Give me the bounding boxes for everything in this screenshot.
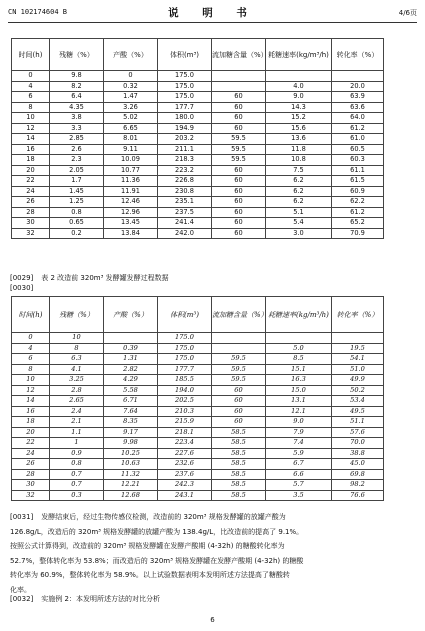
paragraph-tag: [0029] [10,274,34,282]
table-cell: 32 [12,490,50,501]
table-cell: 2.65 [50,396,104,407]
table-cell: 0.65 [50,218,104,229]
table-cell: 51.0 [332,364,384,375]
table-cell: 5.58 [104,385,158,396]
document-title: 说 明 书 [168,7,257,19]
table-cell: 11.91 [104,186,158,197]
table-cell: 32 [12,228,50,239]
column-header: 流加糖含量（%） [212,39,266,71]
table-cell: 6 [12,92,50,103]
table-cell: 2.8 [50,385,104,396]
column-header: 转化率（%） [332,39,384,71]
table-row [12,364,384,375]
table-cell: 185.5 [158,375,212,386]
table-cell: 5.4 [266,218,332,229]
paragraph-line: 化率。 [10,585,31,594]
table-cell: 232.6 [158,459,212,470]
table-cell [332,71,384,82]
table-cell: 0.8 [50,207,104,218]
table-cell: 45.0 [332,459,384,470]
table-cell: 9.8 [50,71,104,82]
table-cell: 175.0 [158,81,212,92]
table-cell: 6.6 [266,469,332,480]
table-row [12,333,384,344]
table-row [12,218,384,229]
table-cell: 4.1 [50,364,104,375]
table-cell: 60 [212,396,266,407]
table-cell: 18 [12,155,50,166]
table-cell: 0.39 [104,343,158,354]
table-cell: 5.9 [266,448,332,459]
table-cell: 57.6 [332,427,384,438]
table-cell: 24 [12,448,50,459]
table-cell: 16 [12,406,50,417]
paragraph-0029 [10,273,169,283]
table-cell: 6 [12,354,50,365]
table-cell: 60 [212,207,266,218]
table-cell: 5.1 [266,207,332,218]
table-cell: 19.5 [332,343,384,354]
column-header: 耗糖速率(kg/m³/h) [266,297,332,333]
table-cell: 0 [104,71,158,82]
table-cell: 4 [12,81,50,92]
table-cell: 13.45 [104,218,158,229]
table-cell: 10.09 [104,155,158,166]
column-header: 时间(h) [12,39,50,71]
table-cell: 63.6 [332,102,384,113]
table-cell: 59.5 [212,364,266,375]
table-cell: 4.29 [104,375,158,386]
table-cell: 11.32 [104,469,158,480]
column-header: 产酸（%） [104,39,158,71]
table-cell: 61.0 [332,134,384,145]
table-cell: 0.9 [50,448,104,459]
table-cell: 15.2 [266,113,332,124]
table-cell: 12 [12,123,50,134]
table-cell: 64.0 [332,113,384,124]
table-cell: 8.5 [266,354,332,365]
table-cell: 28 [12,469,50,480]
table-cell: 4 [12,343,50,354]
table-cell: 237.6 [158,469,212,480]
table-cell: 58.5 [212,480,266,491]
table-cell: 12.68 [104,490,158,501]
table-cell: 15.0 [266,385,332,396]
table-cell: 14 [12,396,50,407]
table-cell [266,71,332,82]
table-cell: 61.5 [332,176,384,187]
table-cell: 2.6 [50,144,104,155]
table-cell: 20 [12,165,50,176]
table-cell [212,81,266,92]
paragraph-line: 126.8g/L，改造后的 320m³ 规格发酵罐的放罐产酸为 138.4g/L，比改造前的提高了 9.1%。 [10,527,304,536]
table-row [12,480,384,491]
table-cell: 61.2 [332,123,384,134]
table-cell: 3.0 [266,228,332,239]
paragraph-line: [0031] 发酵结束后，经过生物传感仪检测，改造前的 320m³ 规格发酵罐的放罐产酸为 [10,513,286,521]
table-cell: 11.36 [104,176,158,187]
table-cell: 223.4 [158,438,212,449]
table-cell: 2.3 [50,155,104,166]
table-cell: 0.3 [50,490,104,501]
table-cell: 7.64 [104,406,158,417]
table-cell: 1.45 [50,186,104,197]
table-cell: 0.32 [104,81,158,92]
table-cell: 12.21 [104,480,158,491]
table-cell: 1.47 [104,92,158,103]
table-row [12,396,384,407]
table-cell: 5.7 [266,480,332,491]
table-cell: 59.5 [212,354,266,365]
table-row [12,228,384,239]
table-cell: 7.4 [266,438,332,449]
table-cell: 175.0 [158,92,212,103]
table-row [12,144,384,155]
column-header: 流加糖含量（%） [212,297,266,333]
table-cell: 15.6 [266,123,332,134]
table-cell: 49.9 [332,375,384,386]
table-cell: 0.7 [50,480,104,491]
table-cell: 13.84 [104,228,158,239]
table-cell: 60 [212,102,266,113]
table-row [12,123,384,134]
table-cell: 215.9 [158,417,212,428]
table-cell: 194.9 [158,123,212,134]
table-cell: 10.25 [104,448,158,459]
table-row [12,385,384,396]
table-cell: 8.35 [104,417,158,428]
table-cell: 60 [212,92,266,103]
table-cell: 2.85 [50,134,104,145]
table-cell: 10 [12,375,50,386]
table-cell: 10 [12,113,50,124]
table-cell [212,71,266,82]
table-cell: 218.3 [158,155,212,166]
table-cell: 9.11 [104,144,158,155]
table-row [12,113,384,124]
table-cell: 175.0 [158,343,212,354]
table-cell: 4.35 [50,102,104,113]
table-cell: 58.5 [212,490,266,501]
table-cell: 60 [212,186,266,197]
table-cell: 203.2 [158,134,212,145]
table-cell: 59.5 [212,134,266,145]
table-cell: 50.2 [332,385,384,396]
table-cell: 242.3 [158,480,212,491]
table-cell: 3.8 [50,113,104,124]
table-cell: 59.5 [212,375,266,386]
table-row [12,71,384,82]
table-cell: 243.1 [158,490,212,501]
table-cell: 59.5 [212,155,266,166]
paragraph-tag: [0031] [10,513,34,521]
column-header: 转化率（%） [332,297,384,333]
column-header: 耗糖速率(kg/m³/h) [266,39,332,71]
column-header: 残糖（%） [50,297,104,333]
table-cell: 3.25 [50,375,104,386]
table-cell: 230.8 [158,186,212,197]
table-cell: 3.5 [266,490,332,501]
table-cell: 62.2 [332,197,384,208]
column-header: 残糖（%） [50,39,104,71]
table-cell: 28 [12,207,50,218]
table-cell: 235.1 [158,197,212,208]
paragraph-0030 [10,284,41,292]
table-cell: 70.0 [332,438,384,449]
table-cell: 30 [12,218,50,229]
table-cell: 38.8 [332,448,384,459]
table-row [12,207,384,218]
table-cell: 6.71 [104,396,158,407]
table-cell: 218.1 [158,427,212,438]
table-cell: 60 [212,417,266,428]
table-row [12,438,384,449]
table-cell: 8.2 [50,81,104,92]
table-cell: 177.7 [158,102,212,113]
table-row [12,197,384,208]
table-row [12,490,384,501]
table-cell: 5.0 [266,343,332,354]
table-cell: 2.4 [50,406,104,417]
table-row [12,134,384,145]
table-cell: 16 [12,144,50,155]
table-cell: 14.3 [266,102,332,113]
table-cell: 12.96 [104,207,158,218]
table-cell: 58.5 [212,438,266,449]
table-cell: 20 [12,427,50,438]
table-cell: 0.2 [50,228,104,239]
table-header-row [12,39,384,71]
table-cell: 60 [212,406,266,417]
table-cell: 210.3 [158,406,212,417]
paragraph-line: 按照公式计算得到，改造前的 320m³ 规格发酵罐在发酵产酸期 (4-32h) 的糖酸转化率为 [10,542,285,550]
table-cell: 10.63 [104,459,158,470]
table-cell [212,333,266,344]
table-cell: 14 [12,134,50,145]
table-cell: 223.2 [158,165,212,176]
paragraph-line: 转化率为 60.9%，整体转化率为 58.9%。以上试验数据表明本发明所述方法提高了糖酸转 [10,571,290,579]
table-cell: 13.1 [266,396,332,407]
publication-number: CN 102174604 B [8,8,68,16]
table-cell: 58.5 [212,469,266,480]
table-cell: 4.0 [266,81,332,92]
table-cell: 3.3 [50,123,104,134]
table-row [12,354,384,365]
table-cell: 16.3 [266,375,332,386]
table-cell: 180.0 [158,113,212,124]
table-cell: 7.5 [266,165,332,176]
table-cell: 175.0 [158,333,212,344]
table-cell: 12 [12,385,50,396]
table-cell: 26 [12,459,50,470]
table-cell: 69.8 [332,469,384,480]
table-cell: 60 [212,176,266,187]
table-cell [266,333,332,344]
table-row [12,417,384,428]
table-cell: 2.1 [50,417,104,428]
table-row [12,459,384,470]
table-cell: 2.82 [104,364,158,375]
page-counter: 4/6页 [398,9,417,17]
table-cell: 30 [12,480,50,491]
table-cell: 60 [212,228,266,239]
paragraph-line: 52.7%，整体转化率为 53.8%；而改造后的 320m³ 规格发酵罐在发酵产酸期 (4-32h) 的糖酸 [10,556,304,565]
table-cell: 20.0 [332,81,384,92]
table-cell: 227.6 [158,448,212,459]
table-header-row [12,297,384,333]
table-cell: 58.5 [212,448,266,459]
table-cell: 6.2 [266,176,332,187]
table-cell: 61.1 [332,165,384,176]
table-cell: 2.05 [50,165,104,176]
table-cell: 9.17 [104,427,158,438]
table-cell: 6.2 [266,197,332,208]
table-cell: 63.9 [332,92,384,103]
table-cell: 13.6 [266,134,332,145]
table2-caption: 表 2 改造前 320m³ 发酵罐发酵过程数据 [41,274,169,282]
table-modified-fermenter [11,38,384,239]
paragraph-0032 [10,594,160,604]
header-rule [8,22,417,23]
table-cell: 60 [212,197,266,208]
table-cell: 60 [212,218,266,229]
table-row [12,81,384,92]
table-cell: 24 [12,186,50,197]
table-row [12,406,384,417]
table-cell [332,333,384,344]
table-cell: 237.5 [158,207,212,218]
table-cell: 60.9 [332,186,384,197]
table-cell [212,343,266,354]
table-cell: 15.1 [266,364,332,375]
table-cell: 6.4 [50,92,104,103]
table-cell: 60 [212,113,266,124]
table-cell: 194.0 [158,385,212,396]
table-cell: 59.5 [212,144,266,155]
table-cell: 60.5 [332,144,384,155]
table-row [12,448,384,459]
table-cell: 0.7 [50,469,104,480]
table-cell: 1 [50,438,104,449]
table-cell: 70.9 [332,228,384,239]
table-cell: 211.1 [158,144,212,155]
column-header: 产酸（%） [104,297,158,333]
table-cell: 0.8 [50,459,104,470]
table-cell: 9.0 [266,92,332,103]
table-cell: 98.2 [332,480,384,491]
table-cell: 53.4 [332,396,384,407]
column-header: 体积(m³) [158,297,212,333]
table-cell: 10.8 [266,155,332,166]
table-cell: 5.02 [104,113,158,124]
paragraph-0031 [10,510,416,597]
table-cell: 8 [12,102,50,113]
table-row [12,186,384,197]
column-header: 体积(m³) [158,39,212,71]
paragraph-tag: [0030] [10,284,34,292]
page-number: 6 [210,616,215,624]
table-cell: 12.46 [104,197,158,208]
table-cell: 10.77 [104,165,158,176]
table-cell: 8 [50,343,104,354]
table-cell: 7.9 [266,427,332,438]
table-cell: 202.5 [158,396,212,407]
table-cell: 1.31 [104,354,158,365]
table-row [12,92,384,103]
table-cell: 175.0 [158,71,212,82]
table-cell: 242.0 [158,228,212,239]
example-heading: 实施例 2：本发明所述方法的对比分析 [41,595,160,603]
table-cell: 76.6 [332,490,384,501]
table-cell: 6.2 [266,186,332,197]
table-cell: 6.3 [50,354,104,365]
table-cell: 8.01 [104,134,158,145]
table-cell: 0 [12,71,50,82]
table-cell: 226.8 [158,176,212,187]
table-cell: 1.25 [50,197,104,208]
table-cell: 0 [12,333,50,344]
table-cell: 65.2 [332,218,384,229]
table-cell: 12.1 [266,406,332,417]
table-cell: 8 [12,364,50,375]
column-header: 时间(h) [12,297,50,333]
table-row [12,165,384,176]
table-cell: 22 [12,438,50,449]
table-cell: 6.65 [104,123,158,134]
table-cell: 49.5 [332,406,384,417]
table-cell: 54.1 [332,354,384,365]
table-cell: 22 [12,176,50,187]
table-cell: 60 [212,165,266,176]
table-row [12,427,384,438]
table-cell: 26 [12,197,50,208]
table-cell: 11.8 [266,144,332,155]
table-cell: 175.0 [158,354,212,365]
table-row [12,155,384,166]
table-cell [104,333,158,344]
table-cell: 10 [50,333,104,344]
table-cell: 51.1 [332,417,384,428]
table-cell: 241.4 [158,218,212,229]
table-cell: 60 [212,123,266,134]
table-cell: 18 [12,417,50,428]
table-cell: 177.7 [158,364,212,375]
table-row [12,176,384,187]
table-cell: 60 [212,385,266,396]
table-cell: 61.2 [332,207,384,218]
table-cell: 3.26 [104,102,158,113]
table-cell: 60.3 [332,155,384,166]
page-header [8,4,417,22]
table-cell: 58.5 [212,459,266,470]
table-cell: 1.1 [50,427,104,438]
table-cell: 9.98 [104,438,158,449]
table-row [12,343,384,354]
table-row [12,469,384,480]
table-row [12,102,384,113]
table-cell: 58.5 [212,427,266,438]
paragraph-tag: [0032] [10,595,34,603]
table-original-fermenter [11,296,384,501]
table-cell: 1.7 [50,176,104,187]
table-row [12,375,384,386]
table-cell: 6.7 [266,459,332,470]
table-cell: 9.0 [266,417,332,428]
